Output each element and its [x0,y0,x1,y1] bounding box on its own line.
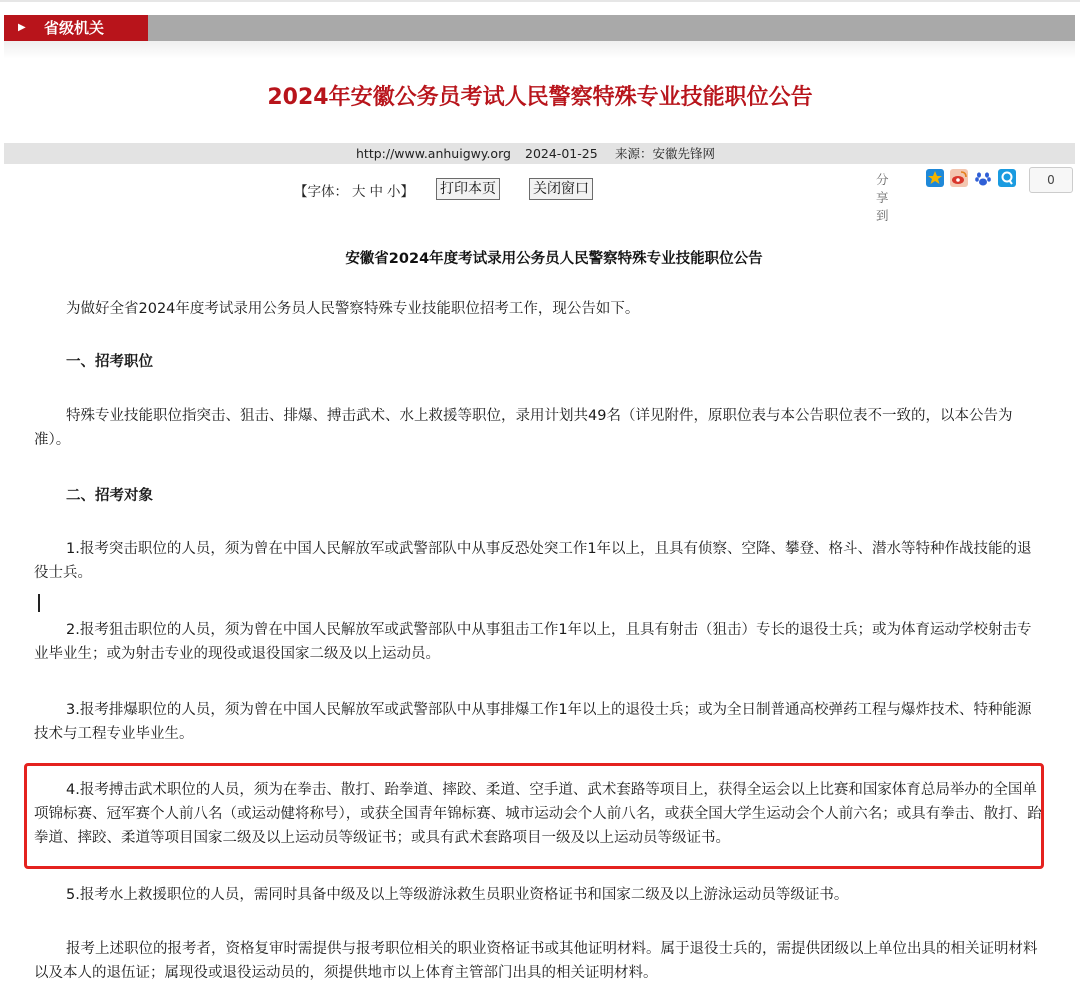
publish-date: 2024-01-25 [525,146,598,161]
meta-bar [4,143,1075,164]
baidu-paw-icon[interactable] [974,169,992,187]
intro-paragraph [34,297,1044,321]
font-small-link[interactable]: 小】 [387,184,414,200]
item-1-text: 1.报考突击职位的人员，须为曾在中国人民解放军或武警部队中从事反恐处突工作1年以上，且具有侦察、空降、攀登、格斗、潜水等特种作战技能的退役士兵。 [34,541,1032,581]
font-large-link[interactable]: 大 [352,184,366,200]
page-title: 2024年安徽公务员考试人民警察特殊专业技能职位公告 [267,85,813,110]
qzone-star-icon[interactable] [926,169,944,187]
top-divider [0,0,1080,2]
text-cursor [38,594,40,612]
closing-text: 报考上述职位的报考者，资格复审时需提供与报考职位相关的职业资格证书或其他证明材料。属于退役士兵的，需提供团级以上单位出具的相关证明材料以及本人的退伍证；属现役或退役运动员的，须提供地市以上体育主管部门出具的相关证明材料。 [34,941,1038,981]
share-count: 0 [1029,167,1073,193]
source-name: 来源：安徽先锋网 [615,146,716,161]
section-1-heading: 一、招考职位 [66,354,153,370]
item-1-paragraph [34,537,1044,585]
arrow-right-icon: ▶ [18,22,26,33]
section-tab[interactable] [4,15,148,41]
item-3-paragraph [34,698,1044,746]
source-url[interactable]: http://www.anhuigwy.org [356,146,511,161]
section-1-text: 特殊专业技能职位指突击、狙击、排爆、搏击武术、水上救援等职位，录用计划共49名（详见附件，原职位表与本公告职位表不一致的，以本公告为准）。 [34,408,1013,448]
section-2-heading: 二、招考对象 [66,488,153,504]
bar-shadow [4,41,1075,59]
qq-share-icon[interactable] [998,169,1016,187]
print-button[interactable]: 打印本页 [436,178,500,200]
section-1-paragraph [34,404,1044,452]
item-5-paragraph [34,883,1044,907]
weibo-icon[interactable] [950,169,968,187]
section-heading [34,350,1044,374]
font-size-control [294,180,418,200]
font-medium-link[interactable]: 中 [369,184,383,200]
item-2-paragraph [34,618,1044,666]
font-size-prefix: 【字体： [294,184,348,200]
item-3-text: 3.报考排爆职位的人员，须为曾在中国人民解放军或武警部队中从事排爆工作1年以上的退役士兵；或为全日制普通高校弹药工程与爆炸技术、特种能源技术与工程专业毕业生。 [34,702,1032,742]
section-heading [34,484,1044,508]
intro-text: 为做好全省2024年度考试录用公务员人民警察特殊专业技能职位招考工作，现公告如下。 [66,301,640,317]
section-label: 省级机关 [44,19,105,37]
item-2-text: 2.报考狙击职位的人员，须为曾在中国人民解放军或武警部队中从事狙击工作1年以上，且具有射击（狙击）专长的退役士兵；或为体育运动学校射击专业毕业生；或为射击专业的现役或退役国家二级及以上运动员。 [34,622,1032,662]
section-bar [4,15,1075,41]
close-window-button[interactable]: 关闭窗口 [529,178,593,200]
highlight-box [24,763,1044,869]
share-label: 分享到 [876,172,889,223]
closing-paragraph [34,937,1044,985]
article-title: 安徽省2024年度考试录用公务员人民警察特殊专业技能职位公告 [345,251,763,267]
item-4-text: 4.报考搏击武术职位的人员，须为在拳击、散打、跆拳道、摔跤、柔道、空手道、武术套路等项目上，获得全运会以上比赛和国家体育总局举办的全国单项锦标赛、冠军赛个人前八名（或运动健将称号），或获全国青年锦标赛、城市运动会个人前八名，或获全国大学生运动会个人前六名；或具有拳击、散打、跆拳道、摔跤、柔道等项目国家二级及以上运动员等级证书；或具有武术套路项目一级及以上运动员等级证书。 [34,782,1042,846]
item-5-text: 5.报考水上救援职位的人员，需同时具备中级及以上等级游泳救生员职业资格证书和国家二级及以上游泳运动员等级证书。 [66,887,849,903]
